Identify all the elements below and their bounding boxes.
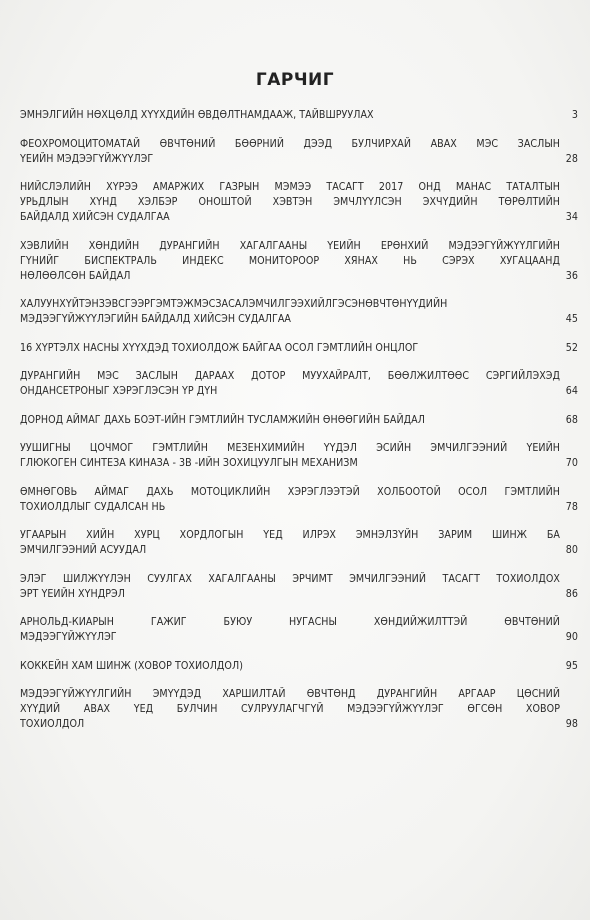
toc-entry-title: ТОХИОЛДОЛ [20, 718, 85, 730]
toc-entry-title: ЭМНЭЛГИЙН НӨХЦӨЛД ХҮҮХДИЙН ӨВДӨЛТНАМДААЖ, ТАЙВШРУУЛАХ [20, 109, 374, 121]
toc-entry-line [20, 702, 578, 717]
toc-entry-line [20, 528, 578, 543]
toc-entry [20, 137, 578, 167]
toc-entry-title: НӨЛӨӨЛСӨН БАЙДАЛ [20, 269, 131, 282]
toc-page-number: 52 [565, 341, 578, 354]
toc-page-number: 78 [565, 500, 578, 513]
toc-entry [20, 572, 578, 602]
toc-entry-line [20, 441, 578, 456]
toc-entry-line [20, 341, 578, 356]
toc-page-number: 28 [565, 152, 578, 165]
toc-entry-title: ЭМЧИЛГЭЭНИЙ АСУУДАЛ [20, 544, 147, 556]
toc-entry-line [20, 312, 578, 327]
toc-entry-title: ХҮҮДИЙ АВАХ ҮЕД БУЛЧИН СУЛРУУЛАГЧГҮЙ МЭДЭЭГҮЙЖҮҮЛЭГ ӨГСӨН ХОВОР [20, 703, 560, 715]
toc-entry-title: КОККЕЙН ХАМ ШИНЖ (ХОВОР ТОХИОЛДОЛ) [20, 659, 243, 672]
toc-entry-line [20, 369, 578, 384]
toc-page-number: 70 [565, 457, 578, 469]
toc-page-number: 90 [565, 631, 578, 643]
toc-page-number: 34 [565, 211, 578, 223]
toc-entry [20, 413, 578, 428]
toc-entry-title: ӨМНӨГОВЬ АЙМАГ ДАХЬ МОТОЦИКЛИЙН ХЭРЭГЛЭЭТЭЙ ХОЛБООТОЙ ОСОЛ ГЭМТЛИЙН [20, 485, 560, 498]
toc-entry-title: ДОРНОД АЙМАГ ДАХЬ БОЭТ-ИЙН ГЭМТЛИЙН ТУСЛАМЖИЙН ӨНӨӨГИЙН БАЙДАЛ [20, 413, 425, 426]
toc-entry-line [20, 485, 578, 500]
toc-entry-title: 16 ХҮРТЭЛХ НАСНЫ ХҮҮХДЭД ТОХИОЛДОЖ БАЙГАА ОСОЛ ГЭМТЛИЙН ОНЦЛОГ [20, 341, 419, 354]
toc-entry-title: ҮЕИЙН МЭДЭЭГҮЙЖҮҮЛЭГ [20, 152, 154, 165]
toc-entry-title: ОНДАНСЕТРОНЫГ ХЭРЭГЛЭСЭН ҮР ДҮН [20, 385, 218, 397]
toc-entry-title: УГААРЫН ХИЙН ХУРЦ ХОРДЛОГЫН ҮЕД ИЛРЭХ ЭМНЭЛЗҮЙН ЗАРИМ ШИНЖ БА [20, 529, 560, 541]
toc-entry-line [20, 108, 578, 123]
toc-entry-line [20, 152, 578, 167]
toc-page-number: 80 [565, 544, 578, 556]
toc-entry-line [20, 543, 578, 558]
toc-page-number: 36 [565, 269, 578, 282]
toc-entry [20, 659, 578, 674]
toc-entry-title: УУШИГНЫ ЦОЧМОГ ГЭМТЛИЙН МЕЗЕНХИМИЙН ҮҮДЭЛ ЭСИЙН ЭМЧИЛГЭЭНИЙ ҮЕИЙН [20, 442, 560, 454]
toc-page-number: 45 [565, 313, 578, 325]
toc-page-number: 64 [565, 385, 578, 397]
toc-entry-line [20, 587, 578, 602]
toc-entry-title: МЭДЭЭГҮЙЖҮҮЛЭГИЙН БАЙДАЛД ХИЙСЭН СУДАЛГАА [20, 313, 291, 325]
toc-entry-line [20, 180, 578, 195]
toc-entry-title: ГЛЮКОГЕН СИНТЕЗА КИНАЗА - 3В -ИЙН ЗОХИЦУУЛГЫН МЕХАНИЗМ [20, 457, 358, 469]
toc-entry [20, 687, 578, 732]
toc-entry-line [20, 687, 578, 702]
toc-entry [20, 485, 578, 515]
toc-entry-title: АРНОЛЬД-КИАРЫН ГАЖИГ БУЮУ НУГАСНЫ ХӨНДИЙЖИЛТТЭЙ ӨВЧТӨНИЙ [20, 616, 560, 628]
toc-entry-title: ГҮНИЙГ БИСПЕКТРАЛЬ ИНДЕКС МОНИТОРООР ХЯНАХ НЬ СЭРЭХ ХУГАЦААНД [20, 254, 560, 267]
toc-entry-title: НИЙСЛЭЛИЙН ХҮРЭЭ АМАРЖИХ ГАЗРЫН МЭМЭЭ ТАСАГТ 2017 ОНД МАНАС ТАТАЛТЫН [20, 181, 560, 193]
toc-entry-title: МЭДЭЭГҮЙЖҮҮЛГИЙН ЭМҮҮДЭД ХАРШИЛТАЙ ӨВЧТӨНД ДУРАНГИЙН АРГААР ЦӨСНИЙ [20, 688, 560, 700]
toc-page-number: 95 [565, 659, 578, 672]
toc-entry-line [20, 137, 578, 152]
toc-entry-line [20, 615, 578, 630]
toc-entry [20, 108, 578, 123]
toc-entry [20, 297, 578, 327]
toc-entry-line [20, 659, 578, 674]
toc-entry-line [20, 269, 578, 284]
toc-page-number: 86 [565, 587, 578, 600]
toc-entry-line [20, 239, 578, 254]
toc-entry-title: ЭЛЭГ ШИЛЖҮҮЛЭН СУУЛГАХ ХАГАЛГААНЫ ЭРЧИМТ ЭМЧИЛГЭЭНИЙ ТАСАГТ ТОХИОЛДОХ [20, 572, 560, 585]
toc-entry-title: ЭРТ ҮЕИЙН ХҮНДРЭЛ [20, 587, 125, 600]
toc-entry-title: БАЙДАЛД ХИЙСЭН СУДАЛГАА [20, 211, 170, 223]
toc-page-number: 68 [565, 413, 578, 426]
toc-entry [20, 441, 578, 471]
toc-entry-title: ФЕОХРОМОЦИТОМАТАЙ ӨВЧТӨНИЙ БӨӨРНИЙ ДЭЭД БУЛЧИРХАЙ АВАХ МЭС ЗАСЛЫН [20, 137, 560, 150]
toc-entry-line [20, 456, 578, 471]
toc-entry-line [20, 572, 578, 587]
toc-entry-title: ДУРАНГИЙН МЭС ЗАСЛЫН ДАРААХ ДОТОР МУУХАЙРАЛТ, БӨӨЛЖИЛТӨӨС СЭРГИЙЛЭХЭД [20, 370, 560, 382]
toc-entry [20, 341, 578, 356]
page-title: ГАРЧИГ [255, 70, 335, 90]
toc-entry-title: ТОХИОЛДЛЫГ СУДАЛСАН НЬ [20, 500, 166, 513]
toc-entry-line [20, 630, 578, 645]
toc-page-number: 98 [565, 718, 578, 730]
toc-entry [20, 369, 578, 399]
toc-entry-title: ХАЛУУНХҮЙТЭНЗЭВСГЭЭРГЭМТЭЖМЭСЗАСАЛЭМЧИЛГЭЭХИЙЛГЭСЭНӨВЧТӨНҮҮДИЙН [20, 298, 448, 310]
toc-entry-line [20, 413, 578, 428]
toc-entry-line [20, 384, 578, 399]
toc-page-number: 3 [571, 109, 578, 121]
toc-entry [20, 528, 578, 558]
toc-entry [20, 180, 578, 225]
toc-entry-line [20, 195, 578, 210]
toc-entry-line [20, 210, 578, 225]
table-of-contents [20, 108, 578, 746]
toc-entry-line [20, 297, 578, 312]
toc-entry-title: УРЬДЛЫН ХҮНД ХЭЛБЭР ОНОШТОЙ ХЭВТЭН ЭМЧЛҮҮЛСЭН ЭХЧҮДИЙН ТӨРӨЛТИЙН [20, 196, 560, 208]
toc-entry-title: ХЭВЛИЙН ХӨНДИЙН ДУРАНГИЙН ХАГАЛГААНЫ ҮЕИЙН ЕРӨНХИЙ МЭДЭЭГҮЙЖҮҮЛГИЙН [20, 239, 560, 252]
toc-entry-line [20, 500, 578, 515]
toc-entry [20, 615, 578, 645]
toc-entry-line [20, 717, 578, 732]
toc-entry-title: МЭДЭЭГҮЙЖҮҮЛЭГ [20, 631, 117, 643]
toc-entry-line [20, 254, 578, 269]
toc-entry [20, 239, 578, 284]
